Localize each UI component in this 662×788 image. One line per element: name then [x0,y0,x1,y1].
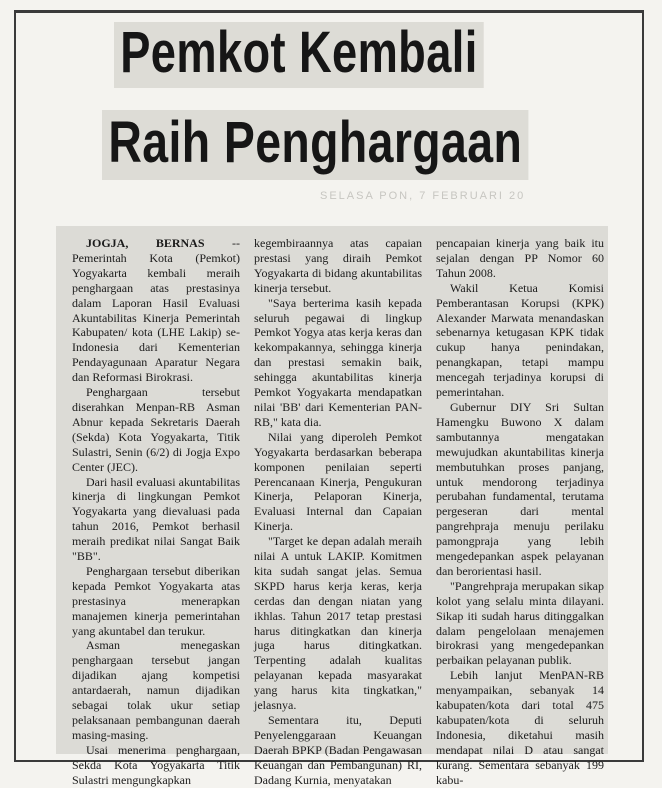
paragraph: Lebih lanjut MenPAN-RB menyampaikan, sebanyak 14 kabupaten/kota dari total 475 kabupaten/kota di seluruh Indonesia, diketahui masih mendapat nilai D atau sangat kurang. Sementara sebanyak 199 kabu- [436,668,604,787]
paragraph: "Target ke depan adalah meraih nilai A untuk LAKIP. Komitmen kita sudah sangat jelas. Semua SKPD harus kerja keras, kerja cerdas dan dengan niatan yang ikhlas. Tahun 2017 tetap prestasi harus ditingkatkan dan kinerja juga harus ditingkatkan. Terpenting adalah kualitas pelayanan kepada masyarakat yang harus kita tingkatkan," jelasnya. [254,534,422,713]
article-column-1 [72,236,240,788]
paragraph: Gubernur DIY Sri Sultan Hamengku Buwono X dalam sambutannya mengatakan mewujudkan akuntabilitas kinerja membutuhkan proses panjang, untuk mendorong terjadinya perubahan fundamental, terutama pergeseran dari mental pangrehpraja menuju perilaku pamongpraja yang lebih mengedepankan aspek pelayanan dan berorientasi hasil. [436,399,604,578]
paragraph: Sementara itu, Deputi Penyelenggaraan Keuangan Daerah BPKP (Badan Pengawasan Keuangan dan Pembangunan) RI, Dadang Kurnia, menyatakan [254,713,422,787]
paragraph: Asman menegaskan penghargaan tersebut jangan dijadikan ajang kompetisi antardaerah, namun dijadikan sebagai tolak ukur setiap pelaksanaan pembangunan daerah masing-masing. [72,638,240,742]
paragraph: Penghargaan tersebut diberikan kepada Pemkot Yogyakarta atas prestasinya menerapkan manajemen kinerja pemerintahan yang akuntabel dan terukur. [72,563,240,638]
paragraph: pencapaian kinerja yang baik itu sejalan dengan PP Nomor 60 Tahun 2008. [436,236,604,280]
article-body [56,226,608,787]
headline-line-1: Pemkot Kembali [114,22,484,88]
paragraph: Nilai yang diperoleh Pemkot Yogyakarta berdasarkan beberapa komponen penilaian seperti Perencanaan Kinerja, Pengukuran Kinerja, Pelaporan Kinerja, Evaluasi Internal dan Capaian Kinerja. [254,429,422,534]
article-column-2 [254,236,422,788]
headline-line-2: Raih Penghargaan [102,110,529,180]
paragraph: Dari hasil evaluasi akuntabilitas kinerja di lingkungan Pemkot Yogyakarta yang dievaluasi pada tahun 2016, Pemkot berhasil meraih predikat nilai Sangat Baik "BB". [72,474,240,564]
paragraph [72,236,240,385]
paragraph: Usai menerima penghargaan, Sekda Kota Yogyakarta Titik Sulastri mengungkapkan [72,742,240,787]
faded-page-header: SELASA PON, 7 FEBRUARI 20 [320,190,526,202]
article-column-3 [436,236,604,788]
paragraph: Penghargaan tersebut diserahkan Menpan-RB Asman Abnur kepada Sekretaris Daerah (Sekda) Kota Yogyakarta, Titik Sulastri, Senin (6/2) di Jogja Expo Center (JEC). [72,385,240,474]
paragraph: Wakil Ketua Komisi Pemberantasan Korupsi (KPK) Alexander Marwata menandaskan sebenarnya ketugasan KPK tidak cukup hanya penindakan, penangkapan, tetapi mampu mencegah terjadinya korupsi di pemerintahan. [436,280,604,400]
paragraph: kegembiraannya atas capaian prestasi yang diraih Pemkot Yogyakarta di bidang akuntabilitas kinerja tersebut. [254,236,422,295]
dateline: JOGJA, BERNAS [86,236,205,250]
paragraph: "Pangrehpraja merupakan sikap kolot yang selalu minta dilayani. Sikap iti sudah harus ditinggalkan dalam pengelolaan menajemen birokrasi yang mengedepankan perbaikan pelayanan publik. [436,578,604,668]
paragraph: "Saya berterima kasih kepada seluruh pegawai di lingkup Pemkot Yogya atas kerja keras dan kekompakannya, sehingga kinerja dan prestasi semakin baik, sehingga akuntabilitas kinerja Pemkot Yogyakarta mendapatkan nilai 'BB' dari Kementerian PAN-RB," kata dia. [254,295,422,429]
lead-text: -- Pemerintah Kota (Pemkot) Yogyakarta kembali meraih penghargaan atas prestasinya dalam Laporan Hasil Evaluasi Akuntabilitas Kinerja Pemerintah Kabupaten/ kota (LHE Lakip) se-Indonesia dari Kementerian Pendayagunaan Aparatur Negara dan Reformasi Birokrasi. [72,236,240,385]
